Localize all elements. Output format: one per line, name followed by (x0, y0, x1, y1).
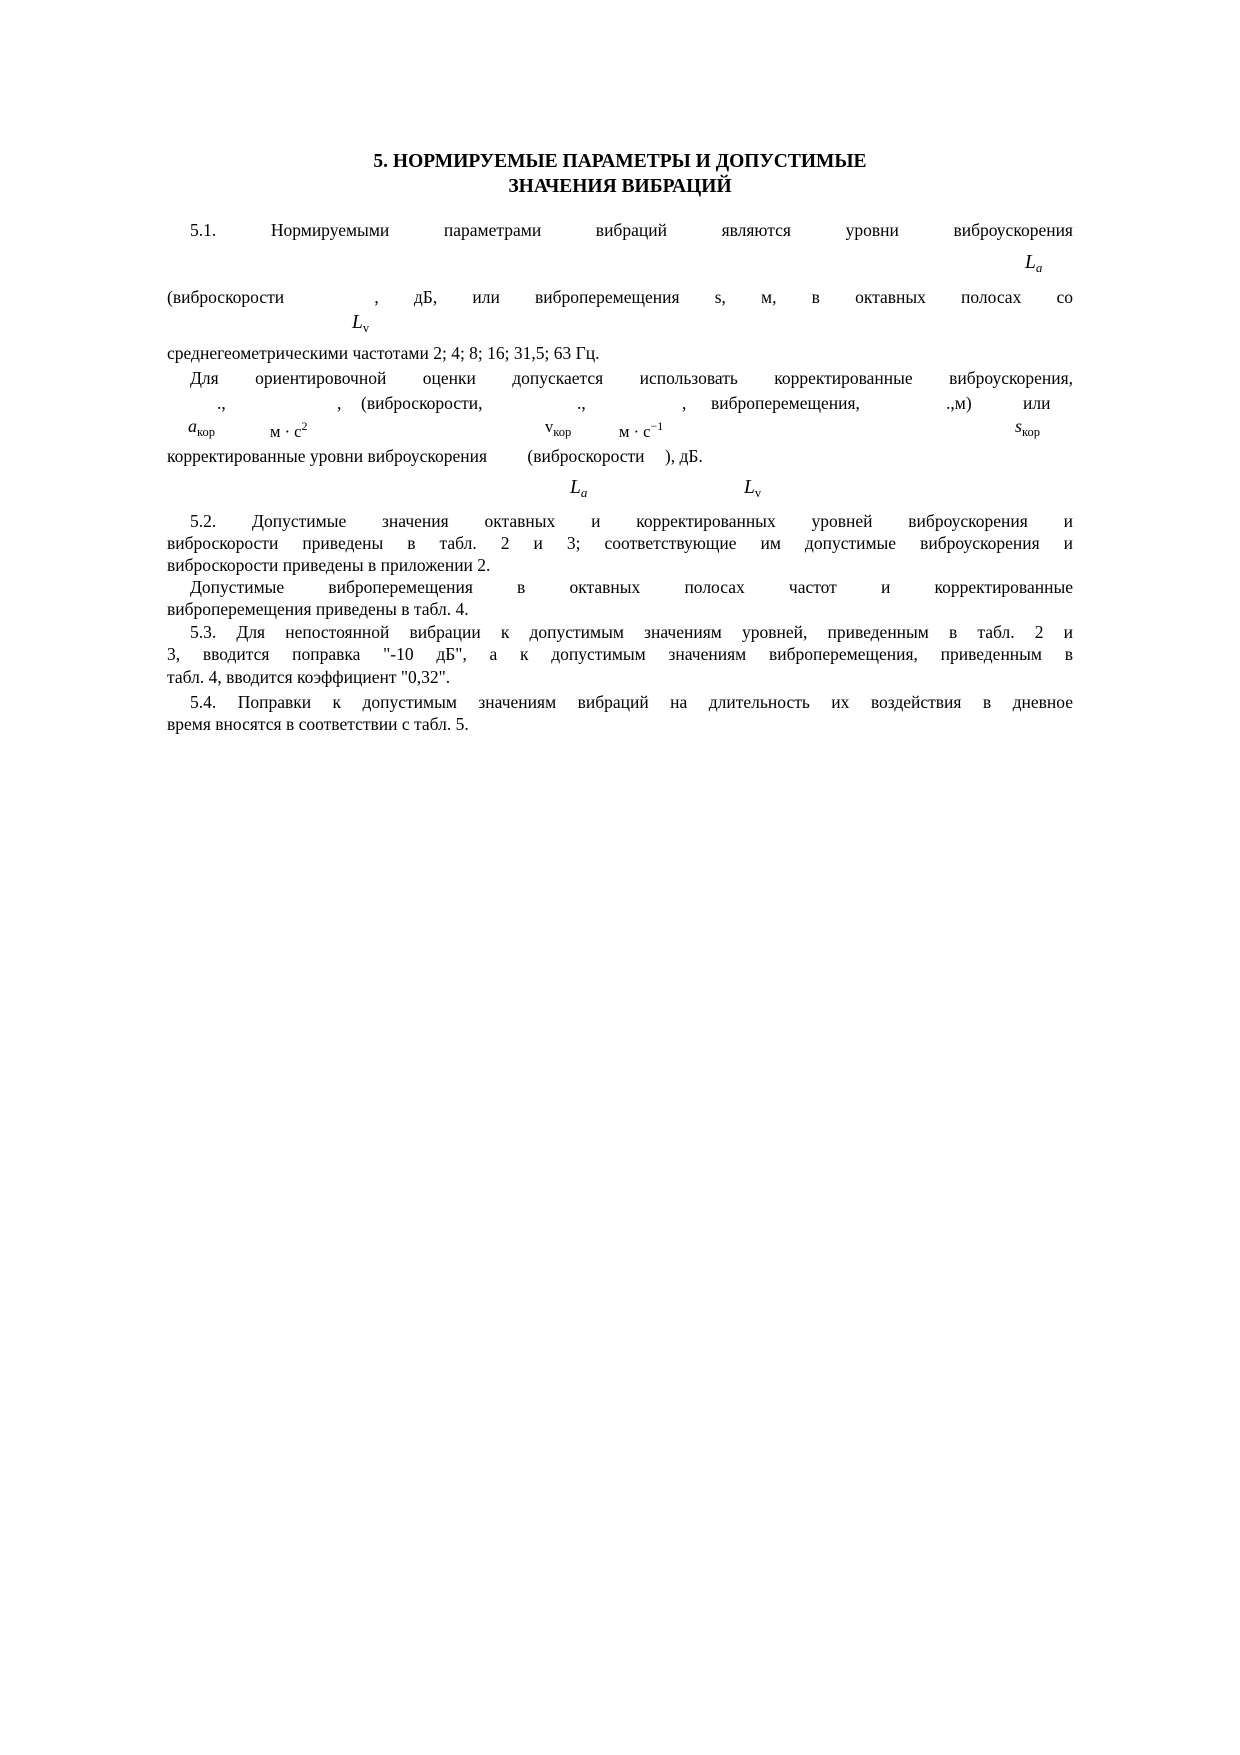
formula-Lv-2-base: L (744, 477, 755, 498)
formula-placeholder-gap (491, 461, 527, 462)
formula-a-kor-base: а (188, 416, 197, 436)
formula-La-2 (570, 477, 587, 503)
formula-a-kor (188, 416, 215, 443)
para-5-4-line2: время вносятся в соответствии с табл. 5. (167, 714, 469, 734)
formula-ms2 (270, 416, 308, 442)
formula-Lv-sub: v (362, 321, 370, 335)
para-corrected-line3-part2: (виброскорости (527, 446, 645, 466)
formula-v-kor-base: v (545, 417, 554, 436)
formula-placeholder-gap (319, 302, 374, 303)
section-title-line2: ЗНАЧЕНИЯ ВИБРАЦИЙ (508, 176, 732, 197)
fragment-5: , (682, 393, 687, 413)
formula-placeholder-gap (649, 461, 665, 462)
formula-a-kor-sub: кор (197, 425, 215, 439)
formula-La-sub: a (1035, 260, 1043, 275)
para-5-1-line2-part1: (виброскорости (167, 287, 285, 307)
para-5-4-line1: 5.4. Поправки к допустимым значениям вибраций на длительность их воздействия в дневное (190, 692, 1073, 712)
formula-s-kor-sub: кор (1022, 425, 1040, 439)
para-corrected-line3 (167, 446, 1073, 467)
para-5-1-line1: 5.1. Нормируемыми параметрами вибраций являются уровни виброускорения (190, 220, 1073, 240)
para-5-1-line2-part2: , дБ, или виброперемещения s, м, в октавных полосах со (374, 287, 1074, 307)
para-corrected-line3-part3: ), дБ. (664, 446, 703, 466)
fragment-4: ., (577, 393, 586, 413)
fragment-3: (виброскорости, (361, 393, 483, 413)
formula-ms2-sup: 2 (301, 419, 308, 433)
para-displacement-line1: Допустимые виброперемещения в октавных полосах частот и корректированные (190, 577, 1073, 597)
formula-v-kor (545, 416, 571, 443)
formula-ms-1-sup: −1 (650, 419, 664, 433)
fragment-6: виброперемещения, (711, 393, 860, 413)
para-5-1-line2 (167, 287, 1073, 308)
formula-La-base: L (1025, 252, 1036, 273)
formula-s-kor (1015, 416, 1040, 443)
para-5-3-line1: 5.3. Для непостоянной вибрации к допустимым значениям уровней, приведенным в табл. 2 и (190, 622, 1073, 642)
formula-La-2-sub: a (580, 485, 588, 500)
para-5-3-line2: 3, вводится поправка "-10 дБ", а к допустимым значениям виброперемещения, приведенным в (167, 644, 1073, 664)
para-corrected-line3-part1: корректированные уровни виброускорения (167, 446, 488, 466)
formula-ms-1 (619, 416, 663, 442)
para-displacement-line2: виброперемещения приведены в табл. 4. (167, 599, 469, 619)
formula-ms-1-base: м · с (619, 422, 651, 441)
fragment-2: , (337, 393, 342, 413)
formula-Lv-2-sub: v (754, 486, 762, 500)
formula-Lv (352, 312, 369, 339)
para-5-2-line1: 5.2. Допустимые значения октавных и корректированных уровней виброускорения и (190, 511, 1073, 531)
formula-La (1025, 252, 1042, 278)
formula-La-2-base: L (570, 477, 581, 498)
fragment-1: ., (217, 393, 226, 413)
formula-Lv-base: L (352, 312, 363, 333)
fragment-8: или (1023, 393, 1051, 413)
formula-ms2-base: м · с (270, 422, 302, 441)
para-5-3-line3: табл. 4, вводится коэффициент "0,32". (167, 667, 451, 687)
formula-v-kor-sub: кор (553, 425, 572, 439)
para-corrected-line1: Для ориентировочной оценки допускается использовать корректированные виброускорения, (190, 368, 1073, 388)
formula-s-kor-base: s (1015, 416, 1023, 436)
para-5-2-line2: виброскорости приведены в табл. 2 и 3; соответствующие им допустимые виброускорения и (167, 533, 1073, 553)
formula-Lv-2 (744, 477, 761, 504)
section-title-line1: 5. НОРМИРУЕМЫЕ ПАРАМЕТРЫ И ДОПУСТИМЫЕ (373, 151, 867, 172)
para-5-2-line3: виброскорости приведены в приложении 2. (167, 555, 491, 575)
para-5-1-line3: среднегеометрическими частотами 2; 4; 8; 16; 31,5; 63 Гц. (167, 343, 600, 363)
fragment-7: .,м) (946, 393, 972, 413)
